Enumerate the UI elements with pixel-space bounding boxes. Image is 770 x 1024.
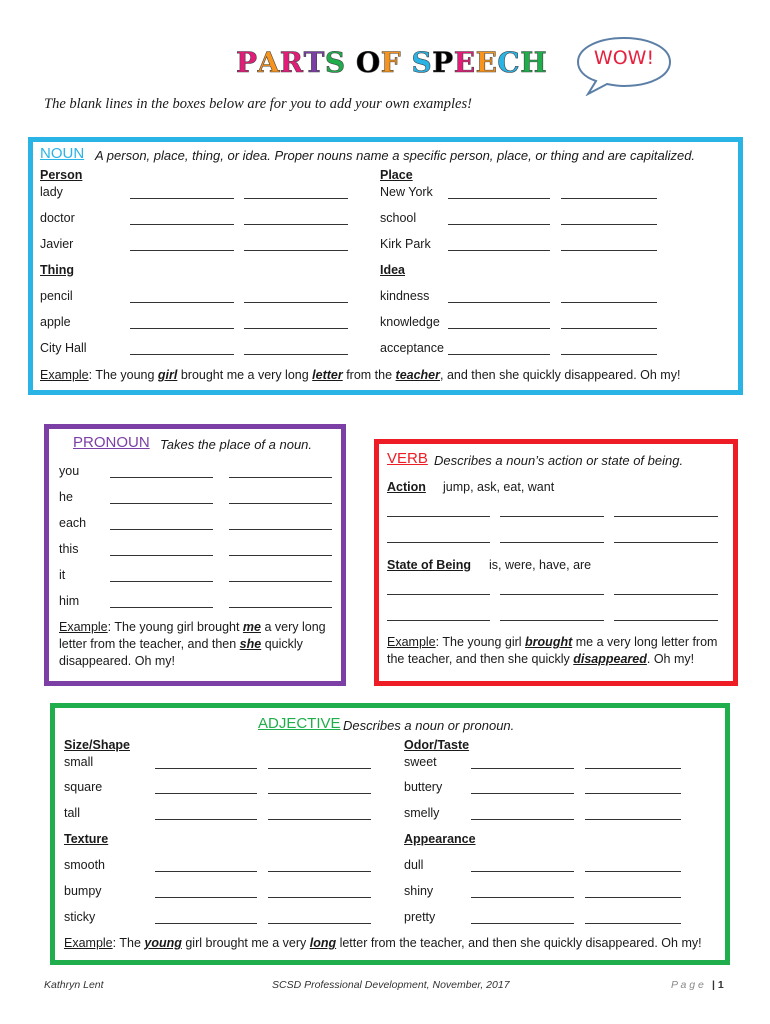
verb-example-line2: the teacher, and then she quickly disappeared. Oh my! bbox=[387, 652, 695, 666]
pronoun-example-line2: letter from the teacher, and then she quickly bbox=[59, 637, 303, 651]
blank-line[interactable] bbox=[155, 819, 257, 820]
blank-line[interactable] bbox=[471, 871, 574, 872]
noun-thing-word: City Hall bbox=[40, 341, 87, 355]
blank-line[interactable] bbox=[110, 503, 213, 504]
thing-label: Thing bbox=[40, 263, 75, 277]
adjective-heading: ADJECTIVE bbox=[258, 715, 341, 732]
noun-thing-word: apple bbox=[40, 315, 71, 329]
adjective-size-word: small bbox=[64, 755, 94, 769]
blank-line[interactable] bbox=[130, 224, 234, 225]
blank-line[interactable] bbox=[268, 923, 371, 924]
blank-line[interactable] bbox=[268, 793, 371, 794]
blank-line[interactable] bbox=[585, 923, 681, 924]
blank-line[interactable] bbox=[244, 328, 348, 329]
verb-heading: VERB bbox=[387, 450, 428, 467]
blank-line[interactable] bbox=[387, 516, 490, 517]
footer-event: SCSD Professional Development, November, 2017 bbox=[272, 979, 510, 991]
adjective-size-word: tall bbox=[64, 806, 80, 820]
blank-line[interactable] bbox=[130, 250, 234, 251]
verb-description: Describes a noun’s action or state of being. bbox=[434, 453, 684, 468]
blank-line[interactable] bbox=[471, 768, 574, 769]
noun-place-word: school bbox=[380, 211, 417, 225]
texture-label: Texture bbox=[64, 832, 109, 846]
blank-line[interactable] bbox=[110, 581, 213, 582]
blank-line[interactable] bbox=[110, 555, 213, 556]
verb-example-line1: Example: The young girl brought me a very long letter from bbox=[387, 635, 718, 649]
blank-line[interactable] bbox=[130, 328, 234, 329]
blank-line[interactable] bbox=[614, 620, 718, 621]
blank-line[interactable] bbox=[110, 607, 213, 608]
blank-line[interactable] bbox=[268, 871, 371, 872]
noun-person-word: Javier bbox=[40, 237, 74, 251]
pronoun-word: him bbox=[59, 594, 80, 608]
blank-line[interactable] bbox=[471, 923, 574, 924]
state-of-being-label: State of Being bbox=[387, 558, 472, 572]
adjective-texture-word: sticky bbox=[64, 910, 96, 924]
blank-line[interactable] bbox=[155, 768, 257, 769]
adjective-odor-word: buttery bbox=[404, 780, 443, 794]
pronoun-word: he bbox=[59, 490, 73, 504]
blank-line[interactable] bbox=[244, 224, 348, 225]
adjective-example: Example: The young girl brought me a very long letter from the teacher, and then she quickly disappeared. Oh my! bbox=[64, 936, 702, 950]
odor-taste-label: Odor/Taste bbox=[404, 738, 470, 752]
blank-line[interactable] bbox=[471, 897, 574, 898]
blank-line[interactable] bbox=[229, 581, 332, 582]
action-label: Action bbox=[387, 480, 426, 494]
blank-line[interactable] bbox=[614, 594, 718, 595]
blank-line[interactable] bbox=[561, 250, 657, 251]
blank-line[interactable] bbox=[155, 923, 257, 924]
blank-line[interactable] bbox=[229, 607, 332, 608]
adjective-box bbox=[50, 703, 730, 965]
footer-page-number: | 1 bbox=[712, 979, 724, 991]
blank-line[interactable] bbox=[229, 477, 332, 478]
footer-page-label: P a g e bbox=[671, 979, 704, 991]
blank-line[interactable] bbox=[244, 198, 348, 199]
blank-line[interactable] bbox=[244, 302, 348, 303]
blank-line[interactable] bbox=[471, 819, 574, 820]
pronoun-example-line1: Example: The young girl brought me a very long bbox=[59, 620, 326, 634]
blank-line[interactable] bbox=[387, 594, 490, 595]
adjective-texture-word: smooth bbox=[64, 858, 105, 872]
noun-person-word: lady bbox=[40, 185, 63, 199]
noun-place-word: Kirk Park bbox=[380, 237, 431, 251]
noun-idea-word: kindness bbox=[380, 289, 430, 303]
blank-line[interactable] bbox=[561, 302, 657, 303]
blank-line[interactable] bbox=[155, 793, 257, 794]
adjective-appearance-word: dull bbox=[404, 858, 424, 872]
noun-person-word: doctor bbox=[40, 211, 75, 225]
blank-line[interactable] bbox=[561, 224, 657, 225]
noun-idea-word: knowledge bbox=[380, 315, 440, 329]
noun-idea-word: acceptance bbox=[380, 341, 444, 355]
blank-line[interactable] bbox=[229, 555, 332, 556]
speech-bubble-text: WOW! bbox=[593, 47, 655, 69]
idea-label: Idea bbox=[380, 263, 406, 277]
blank-line[interactable] bbox=[268, 819, 371, 820]
blank-line[interactable] bbox=[229, 529, 332, 530]
adjective-description: Describes a noun or pronoun. bbox=[343, 718, 515, 733]
blank-line[interactable] bbox=[448, 302, 550, 303]
pronoun-word: you bbox=[59, 464, 80, 478]
adjective-size-word: square bbox=[64, 780, 103, 794]
adjective-appearance-word: pretty bbox=[404, 910, 436, 924]
adjective-odor-word: sweet bbox=[404, 755, 437, 769]
noun-place-word: New York bbox=[380, 185, 433, 199]
blank-line[interactable] bbox=[448, 328, 550, 329]
noun-heading: NOUN bbox=[40, 145, 85, 162]
size-shape-label: Size/Shape bbox=[64, 738, 130, 752]
blank-line[interactable] bbox=[448, 354, 550, 355]
adjective-texture-word: bumpy bbox=[64, 884, 102, 898]
blank-line[interactable] bbox=[585, 819, 681, 820]
blank-line[interactable] bbox=[585, 871, 681, 872]
blank-line[interactable] bbox=[387, 542, 490, 543]
blank-line[interactable] bbox=[448, 198, 550, 199]
instructions: The blank lines in the boxes below are for you to add your own examples! bbox=[44, 96, 472, 112]
blank-line[interactable] bbox=[614, 516, 718, 517]
place-label: Place bbox=[380, 168, 413, 182]
blank-line[interactable] bbox=[500, 516, 604, 517]
blank-line[interactable] bbox=[614, 542, 718, 543]
blank-line[interactable] bbox=[130, 354, 234, 355]
blank-line[interactable] bbox=[244, 354, 348, 355]
blank-line[interactable] bbox=[500, 620, 604, 621]
blank-line[interactable] bbox=[448, 224, 550, 225]
blank-line[interactable] bbox=[585, 793, 681, 794]
blank-line[interactable] bbox=[268, 768, 371, 769]
adjective-appearance-word: shiny bbox=[404, 884, 434, 898]
pronoun-example-line3: disappeared. Oh my! bbox=[59, 654, 176, 668]
pronoun-heading: PRONOUN bbox=[73, 434, 150, 451]
blank-line[interactable] bbox=[585, 768, 681, 769]
blank-line[interactable] bbox=[500, 542, 604, 543]
blank-line[interactable] bbox=[244, 250, 348, 251]
blank-line[interactable] bbox=[387, 620, 490, 621]
blank-line[interactable] bbox=[155, 871, 257, 872]
action-words: jump, ask, eat, want bbox=[443, 480, 555, 494]
blank-line[interactable] bbox=[561, 354, 657, 355]
state-of-being-words: is, were, have, are bbox=[489, 558, 592, 572]
appearance-label: Appearance bbox=[404, 832, 476, 846]
blank-line[interactable] bbox=[268, 897, 371, 898]
blank-line[interactable] bbox=[561, 198, 657, 199]
example-label: Example bbox=[40, 368, 89, 382]
pronoun-word: this bbox=[59, 542, 79, 556]
blank-line[interactable] bbox=[155, 897, 257, 898]
person-label: Person bbox=[40, 168, 83, 182]
blank-line[interactable] bbox=[110, 529, 213, 530]
noun-thing-word: pencil bbox=[40, 289, 73, 303]
blank-line[interactable] bbox=[110, 477, 213, 478]
blank-line[interactable] bbox=[229, 503, 332, 504]
blank-line[interactable] bbox=[130, 302, 234, 303]
blank-line[interactable] bbox=[585, 897, 681, 898]
noun-example: Example: The young girl brought me a very long letter from the teacher, and then she quickly disappeared. Oh my! bbox=[40, 368, 681, 382]
blank-line[interactable] bbox=[130, 198, 234, 199]
page-title: PARTS OF SPEECH bbox=[236, 46, 548, 79]
pronoun-word: each bbox=[59, 516, 87, 530]
blank-line[interactable] bbox=[448, 250, 550, 251]
noun-description: A person, place, thing, or idea. Proper nouns name a specific person, place, or thing and are capitalized. bbox=[95, 148, 696, 163]
blank-line[interactable] bbox=[561, 328, 657, 329]
pronoun-word: it bbox=[59, 568, 66, 582]
adjective-odor-word: smelly bbox=[404, 806, 440, 820]
pronoun-description: Takes the place of a noun. bbox=[160, 437, 313, 452]
blank-line[interactable] bbox=[471, 793, 574, 794]
blank-line[interactable] bbox=[500, 594, 604, 595]
footer-author: Kathryn Lent bbox=[44, 979, 104, 991]
